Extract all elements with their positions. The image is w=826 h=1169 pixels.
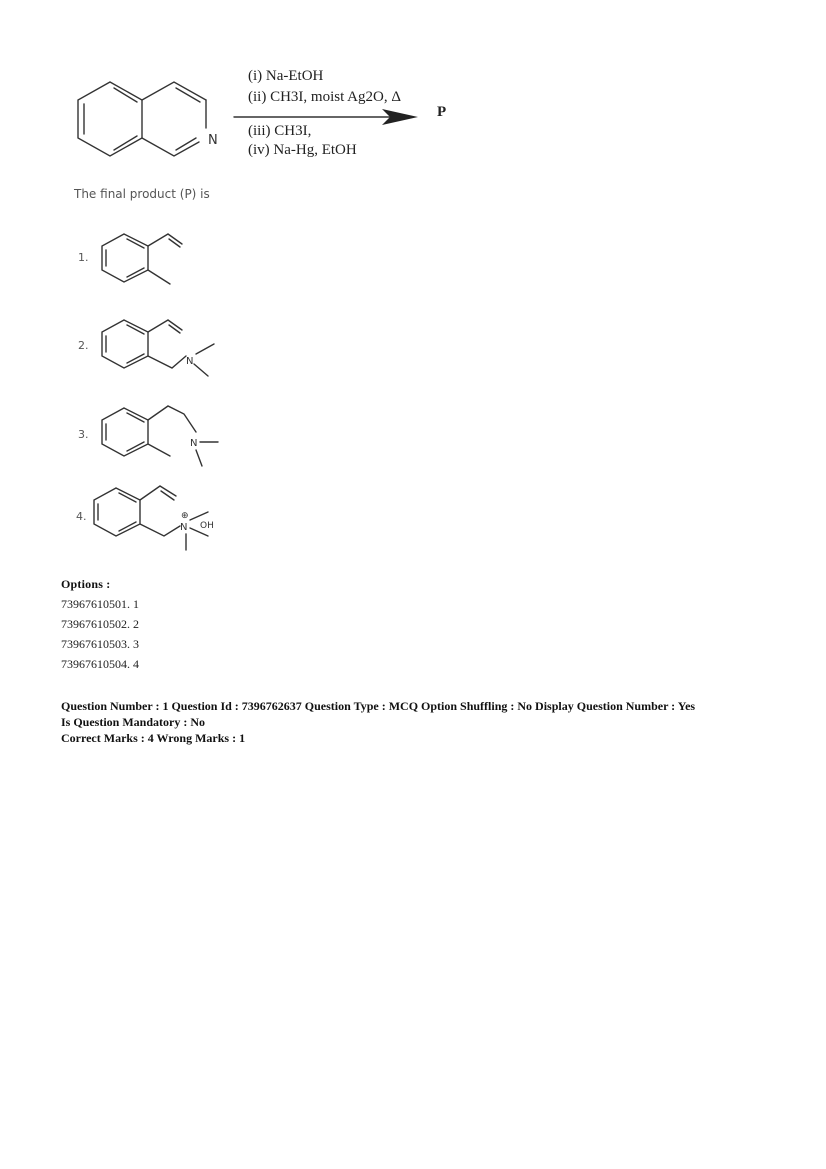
- product-label: P: [437, 104, 447, 120]
- isoquinoline-structure: [68, 72, 233, 168]
- choice-4-number: 4.: [76, 510, 87, 523]
- choice-3-structure: [98, 398, 228, 470]
- choice-4-positive-charge: ⊕: [181, 511, 189, 521]
- reagent-1: (i) Na-EtOH: [248, 68, 324, 84]
- question-stem: The final product (P) is: [74, 187, 210, 201]
- option-item-4: 73967610504. 4: [61, 657, 139, 671]
- meta-line-2: Is Question Mandatory : No: [61, 715, 206, 729]
- choice-3-number: 3.: [78, 428, 89, 441]
- option-item-3: 73967610503. 3: [61, 637, 139, 651]
- question-meta: [61, 698, 781, 746]
- choice-4-nitrogen: N: [180, 522, 188, 533]
- choice-2-number: 2.: [78, 339, 89, 352]
- meta-line-1: Question Number : 1 Question Id : 7396762637 Question Type : MCQ Option Shuffling : No Display Question Number : Yes: [61, 699, 696, 713]
- options-heading: Options :: [61, 577, 111, 591]
- option-item-2: 73967610502. 2: [61, 617, 139, 631]
- choice-1-number: 1.: [78, 251, 89, 264]
- meta-line-3: Correct Marks : 4 Wrong Marks : 1: [61, 731, 246, 745]
- ring-nitrogen-label: N: [208, 133, 218, 148]
- option-item-1: 73967610501. 1: [61, 597, 139, 611]
- choice-4-structure: [90, 478, 230, 554]
- reagent-4: (iv) Na-Hg, EtOH: [248, 142, 357, 158]
- choice-1-structure: [98, 226, 188, 290]
- reagent-3: (iii) CH3I,: [248, 123, 312, 139]
- choice-2-structure: [98, 312, 223, 380]
- choice-4-hydroxide: OH: [200, 521, 214, 531]
- choice-2-nitrogen: N: [186, 356, 194, 367]
- choice-3-nitrogen: N: [190, 438, 198, 449]
- reagent-2: (ii) CH3I, moist Ag2O, Δ: [248, 89, 401, 105]
